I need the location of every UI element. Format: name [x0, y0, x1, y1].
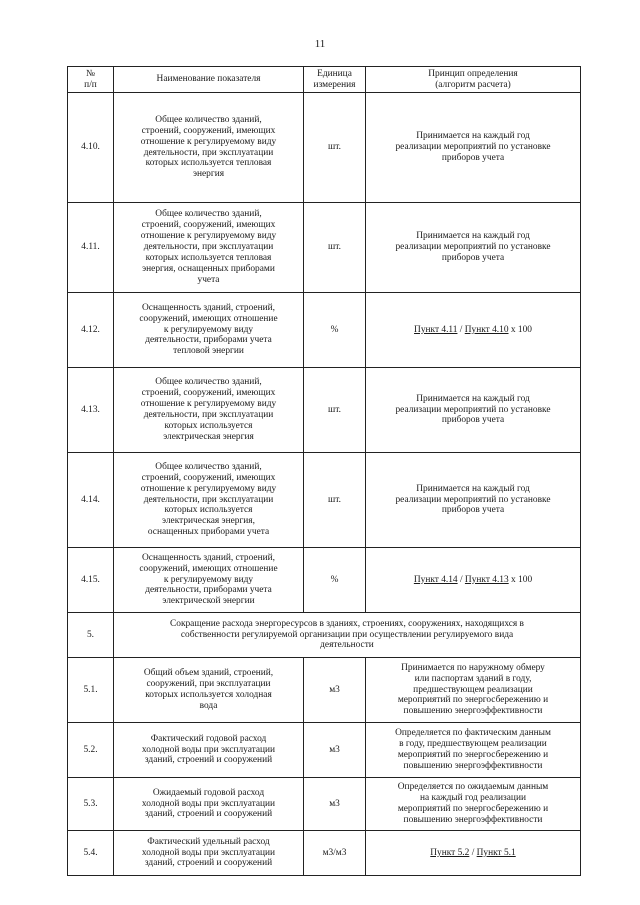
- row-number: 4.12.: [68, 293, 114, 368]
- indicator-name: Общее количество зданий, строений, сооружений, имеющих отношение к регулируемому виду деятельности, при эксплуатации которых используется тепловая энергия, оснащенных приборами учета: [114, 203, 304, 293]
- table-row: [68, 723, 581, 778]
- method: Принимается на каждый год реализации мероприятий по установке приборов учета: [366, 203, 581, 293]
- row-number: 4.14.: [68, 453, 114, 548]
- formula-link[interactable]: Пункт 5.2: [430, 847, 470, 858]
- row-number: 4.11.: [68, 203, 114, 293]
- unit: м3: [304, 778, 366, 831]
- indicator-name: Общее количество зданий, строений, сооружений, имеющих отношение к регулируемому виду деятельности, при эксплуатации которых используется тепловая энергия: [114, 93, 304, 203]
- unit: %: [304, 293, 366, 368]
- indicator-name: Ожидаемый годовой расход холодной воды при эксплуатации зданий, строений и сооружений: [114, 778, 304, 831]
- unit: %: [304, 548, 366, 613]
- header-unit: Единица измерения: [304, 67, 366, 93]
- table-row: [68, 658, 581, 723]
- section-title: Сокращение расхода энергоресурсов в зданиях, строениях, сооружениях, находящихся в собственности регулируемой организации при осуществлении регулируемого вида деятельности: [114, 613, 581, 658]
- formula-link[interactable]: Пункт 4.10: [464, 324, 509, 335]
- formula: [366, 293, 581, 368]
- header-number: № п/п: [68, 67, 114, 93]
- row-number: 4.13.: [68, 368, 114, 453]
- indicator-name: Общий объем зданий, строений, сооружений, при эксплуатации которых используется холодная вода: [114, 658, 304, 723]
- section-row: [68, 613, 581, 658]
- row-number: 5.2.: [68, 723, 114, 778]
- formula-tail: x 100: [508, 324, 532, 335]
- row-number: 5.3.: [68, 778, 114, 831]
- row-number: 5.1.: [68, 658, 114, 723]
- method: Принимается на каждый год реализации мероприятий по установке приборов учета: [366, 453, 581, 548]
- formula-separator: /: [469, 847, 477, 858]
- row-number: 4.10.: [68, 93, 114, 203]
- unit: шт.: [304, 453, 366, 548]
- table-row: [68, 368, 581, 453]
- formula-tail: x 100: [508, 574, 533, 585]
- table-row: [68, 203, 581, 293]
- indicator-name: Оснащенность зданий, строений, сооружений, имеющих отношение к регулируемому виду деятельности, приборами учета тепловой энергии: [114, 293, 304, 368]
- indicator-name: Оснащенность зданий, строений, сооружений, имеющих отношение к регулируемому виду деятельности, приборами учета электрической энергии: [114, 548, 304, 613]
- unit: шт.: [304, 203, 366, 293]
- formula-separator: /: [457, 574, 465, 585]
- indicator-name: Общее количество зданий, строений, сооружений, имеющих отношение к регулируемому виду деятельности, при эксплуатации которых используется электрическая энергия, оснащенных приборами учета: [114, 453, 304, 548]
- row-number: 4.15.: [68, 548, 114, 613]
- method: Принимается на каждый год реализации мероприятий по установке приборов учета: [366, 93, 581, 203]
- table-row: [68, 93, 581, 203]
- formula: [366, 548, 581, 613]
- formula-link[interactable]: Пункт 4.14: [413, 574, 458, 585]
- method: Определяется по ожидаемым данным на каждый год реализации мероприятий по энергосбережению и повышению энергоэффективности: [366, 778, 581, 831]
- method: Определяется по фактическим данным в году, предшествующем реализации мероприятий по энергосбережению и повышению энергоэффективности: [366, 723, 581, 778]
- unit: м3: [304, 658, 366, 723]
- header-method: Принцип определения (алгоритм расчета): [366, 67, 581, 93]
- unit: м3/м3: [304, 831, 366, 876]
- indicator-name: Фактический удельный расход холодной воды при эксплуатации зданий, строений и сооружений: [114, 831, 304, 876]
- method: Принимается на каждый год реализации мероприятий по установке приборов учета: [366, 368, 581, 453]
- formula: [366, 831, 581, 876]
- formula-link[interactable]: Пункт 5.1: [476, 847, 516, 858]
- formula-link[interactable]: Пункт 4.11: [414, 324, 458, 335]
- row-number: 5.4.: [68, 831, 114, 876]
- table-row: [68, 453, 581, 548]
- unit: м3: [304, 723, 366, 778]
- table-row: [68, 293, 581, 368]
- formula-separator: /: [457, 324, 465, 335]
- table-row: [68, 778, 581, 831]
- indicator-name: Фактический годовой расход холодной воды при эксплуатации зданий, строений и сооружений: [114, 723, 304, 778]
- formula-link[interactable]: Пункт 4.13: [464, 574, 509, 585]
- table-header-row: [68, 67, 581, 93]
- page-number: 11: [314, 38, 326, 50]
- indicators-table: [67, 66, 581, 876]
- unit: шт.: [304, 368, 366, 453]
- header-indicator-name: Наименование показателя: [114, 67, 304, 93]
- indicator-name: Общее количество зданий, строений, сооружений, имеющих отношение к регулируемому виду деятельности, при эксплуатации которых используется электрическая энергия: [114, 368, 304, 453]
- table-row: [68, 831, 581, 876]
- unit: шт.: [304, 93, 366, 203]
- method: Принимается по наружному обмеру или паспортам зданий в году, предшествующем реализации мероприятий по энергосбережению и повышению энергоэффективности: [366, 658, 581, 723]
- table-row: [68, 548, 581, 613]
- section-number: 5.: [68, 613, 114, 658]
